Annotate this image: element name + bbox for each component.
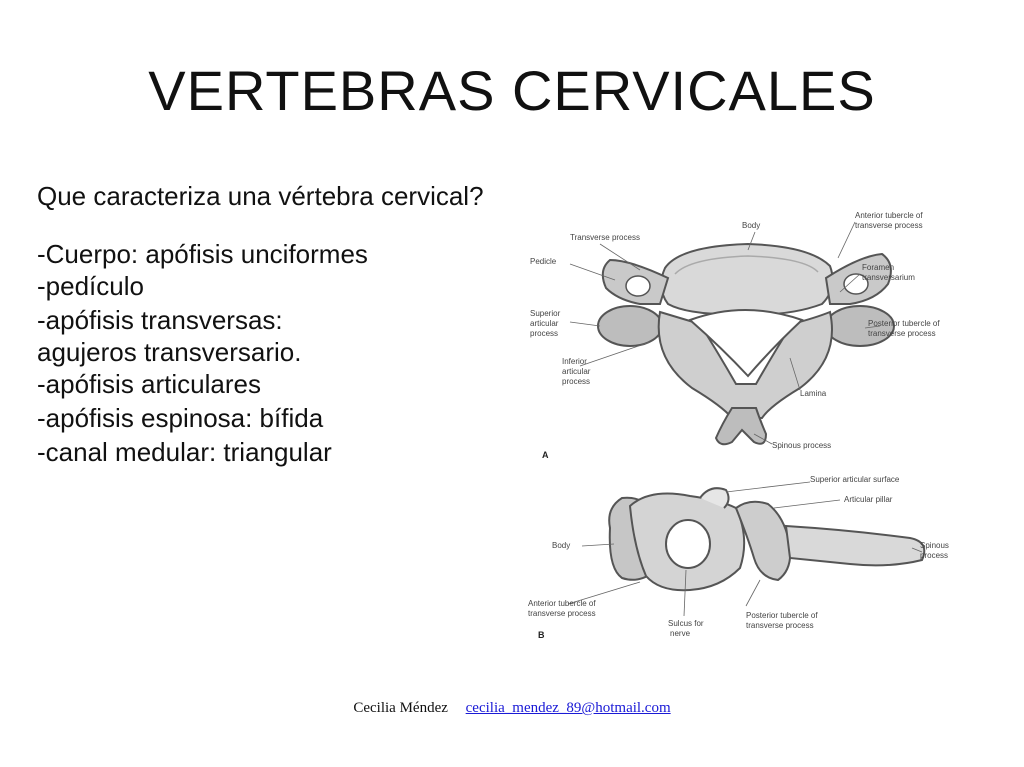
label-anterior-tubercle-b: Anterior tubercle of: [528, 599, 596, 608]
figure-letter-a: A: [542, 450, 549, 460]
vertebra-lateral-view: [528, 475, 949, 640]
label-spinous-b: Spinous: [920, 541, 949, 550]
label-anterior-tubercle-a2: transverse process: [855, 221, 923, 230]
list-item: -canal medular: triangular: [37, 437, 332, 467]
label-foramen: Foramen: [862, 263, 895, 272]
label-superior-articular-surface: Superior articular surface: [810, 475, 900, 484]
label-spinous-process: Spinous process: [772, 441, 832, 450]
label-pedicle: Pedicle: [530, 257, 557, 266]
slide-footer: [0, 700, 1024, 717]
label-anterior-tubercle-a: Anterior tubercle of: [855, 211, 923, 220]
label-superior-articular-3: process: [530, 329, 559, 338]
list-item: agujeros transversario.: [37, 337, 302, 367]
slide-title: VERTEBRAS CERVICALES: [148, 59, 876, 122]
question-text: Que caracteriza una vértebra cervical?: [37, 181, 484, 211]
label-sulcus-2: nerve: [670, 629, 691, 638]
label-anterior-tubercle-b2: transverse process: [528, 609, 596, 618]
list-item: -apófisis espinosa: bífida: [37, 403, 324, 433]
label-lamina: Lamina: [800, 389, 827, 398]
list-item: -apófisis articulares: [37, 369, 261, 399]
label-foramen-2: transversarium: [862, 273, 915, 282]
label-body: Body: [742, 221, 761, 230]
slide-body: [37, 180, 487, 468]
label-inferior-articular-3: process: [562, 377, 591, 386]
author-email-link[interactable]: cecilia_mendez_89@hotmail.com: [465, 700, 671, 716]
label-sulcus: Sulcus for: [668, 619, 704, 628]
label-spinous-b2: process: [920, 551, 949, 560]
list-item: -Cuerpo: apófisis unciformes: [37, 239, 368, 269]
list-item: -apófisis transversas:: [37, 305, 283, 335]
label-inferior-articular: Inferior: [562, 357, 587, 366]
label-posterior-tubercle-a: Posterior tubercle of: [868, 319, 940, 328]
label-posterior-tubercle-b2: transverse process: [746, 621, 814, 630]
label-inferior-articular-2: articular: [562, 367, 591, 376]
label-body-b: Body: [552, 541, 571, 550]
author-name: Cecilia Méndez: [353, 700, 448, 716]
label-articular-pillar: Articular pillar: [844, 495, 893, 504]
figure-letter-b: B: [538, 630, 545, 640]
label-posterior-tubercle-a2: transverse process: [868, 329, 936, 338]
vertebra-superior-view: [530, 211, 940, 460]
label-posterior-tubercle-b: Posterior tubercle of: [746, 611, 818, 620]
label-superior-articular: Superior: [530, 309, 561, 318]
label-superior-articular-2: articular: [530, 319, 559, 328]
label-transverse-process: Transverse process: [570, 233, 640, 242]
cervical-vertebra-illustration: [510, 208, 980, 658]
list-item: -pedículo: [37, 271, 144, 301]
